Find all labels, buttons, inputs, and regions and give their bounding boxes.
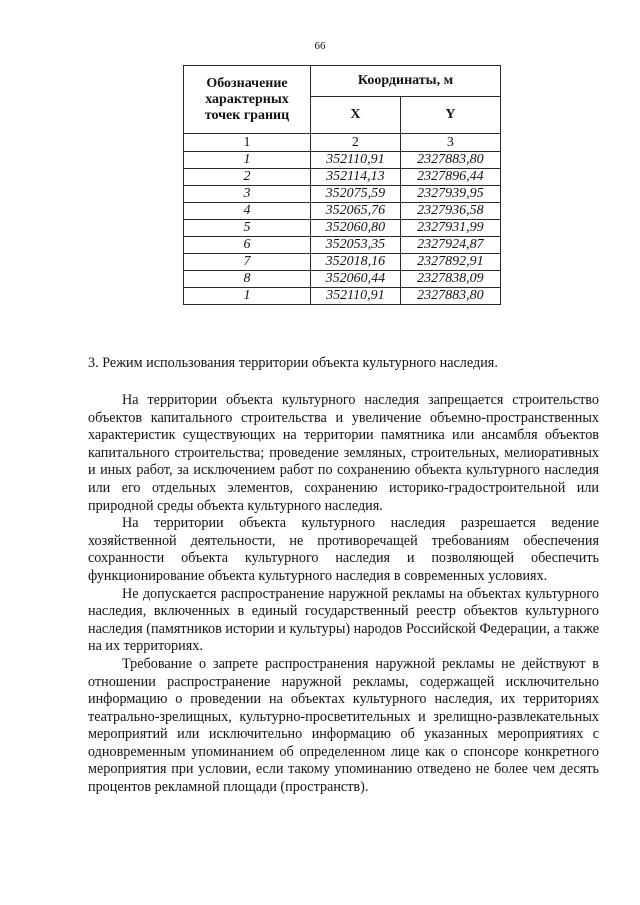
coord-x: 352060,80 [311,220,401,237]
table-column-numbers-row [184,134,501,152]
body-text [88,392,599,797]
coord-x: 352110,91 [311,288,401,305]
coord-y: 2327936,58 [400,203,500,220]
coord-y: 2327924,87 [400,237,500,254]
column-number: 2 [311,134,401,152]
coord-y: 2327883,80 [400,152,500,169]
point-number: 5 [184,220,311,237]
point-number: 2 [184,169,311,186]
table-row [184,254,501,271]
point-number: 8 [184,271,311,288]
paragraph: На территории объекта культурного наследия разрешается ведение хозяйственной деятельности, не противоречащей требованиям обеспечения сохранности объекта культурного наследия и позволяющей обеспечить функционирование объекта культурного наследия в современных условиях. [88,515,599,584]
table-row [184,186,501,203]
table-row [184,203,501,220]
coord-y: 2327838,09 [400,271,500,288]
header-y: Y [400,97,500,134]
coord-x: 352114,13 [311,169,401,186]
paragraph: На территории объекта культурного наследия запрещается строительство объектов капитального строительства и увеличение объемно-пространственных характеристик существующих на территории памятника или ансамбля объектов капитального строительства; проведение земляных, строительных, мелиоративных и иных работ, за исключением работ по сохранению объекта культурного наследия или его отдельных элементов, сохранению историко-градостроительной или природной среды объекта культурного наследия. [88,392,599,514]
coord-y: 2327939,95 [400,186,500,203]
point-number: 4 [184,203,311,220]
table-row [184,288,501,305]
point-number: 6 [184,237,311,254]
coord-x: 352053,35 [311,237,401,254]
coord-x: 352060,44 [311,271,401,288]
paragraph: Не допускается распространение наружной рекламы на объектах культурного наследия, включенных в единый государственный реестр объектов культурного наследия (памятников истории и культуры) народов Российской Федерации, а также на их территориях. [88,585,599,655]
point-number: 3 [184,186,311,203]
table-row [184,220,501,237]
table-row [184,237,501,254]
table-row [184,169,501,186]
coord-x: 352075,59 [311,186,401,203]
table-row [184,152,501,169]
point-number: 7 [184,254,311,271]
coord-x: 352110,91 [311,152,401,169]
coord-y: 2327896,44 [400,169,500,186]
coord-y: 2327883,80 [400,288,500,305]
coordinates-table [183,65,501,305]
coord-y: 2327931,99 [400,220,500,237]
header-x: X [311,97,401,134]
section-heading: 3. Режим использования территории объекта культурного наследия. [88,355,498,371]
coord-x: 352018,16 [311,254,401,271]
column-number: 1 [184,134,311,152]
point-number: 1 [184,288,311,305]
header-coordinates: Координаты, м [311,66,501,97]
coord-x: 352065,76 [311,203,401,220]
point-number: 1 [184,152,311,169]
column-number: 3 [400,134,500,152]
page-number: 66 [314,40,326,52]
paragraph: Требование о запрете распространения наружной рекламы не действуют в отношении распространение наружной рекламы, содержащей исключительно информацию о проведении на объектах культурного наследия, их территориях театрально-зрелищных, культурно-просветительных и зрелищно-развлекательных мероприятий или исключительно информацию об указанных мероприятиях с одновременным упоминанием об определенном лице как о спонсоре конкретного мероприятия при условии, если такому упоминанию отведено не более чем десять процентов рекламной площади (пространств). [88,655,599,796]
table-header-row [184,66,501,97]
header-point-designation: Обозначение характерных точек границ [184,66,311,134]
coord-y: 2327892,91 [400,254,500,271]
table-row [184,271,501,288]
